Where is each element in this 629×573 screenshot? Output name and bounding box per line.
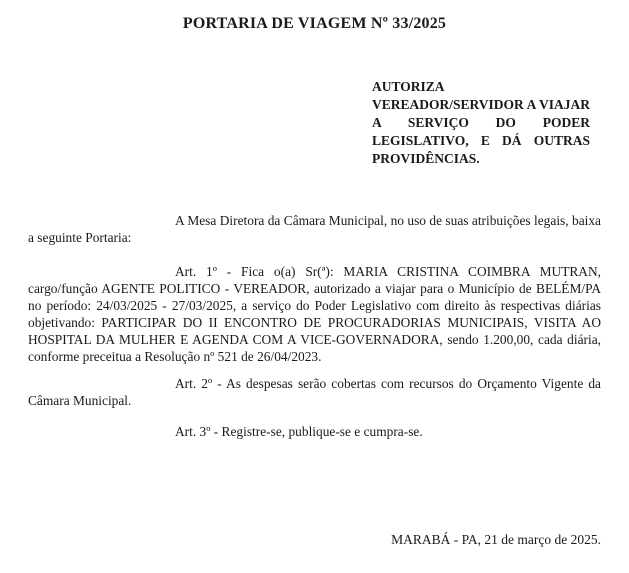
article-2-paragraph: Art. 2º - As despesas serão cobertas com recursos do Orçamento Vigente da Câmara Municipal. [28,376,601,408]
preamble-paragraph: A Mesa Diretora da Câmara Municipal, no uso de suas atribuições legais, baixa a seguinte Portaria: [28,213,601,245]
article-3-paragraph: Art. 3º - Registre-se, publique-se e cumpra-se. [175,424,423,439]
place-date-line: MARABÁ - PA, 21 de março de 2025. [391,532,601,547]
epigraph-summary: AUTORIZA VEREADOR/SERVIDOR A VIAJAR A SERVIÇO DO PODER LEGISLATIVO, E DÁ OUTRAS PROVIDÊNCIAS. [372,79,590,166]
article-1-paragraph: Art. 1º - Fica o(a) Sr(ª): MARIA CRISTINA COIMBRA MUTRAN, cargo/função AGENTE POLITICO - VEREADOR, autorizado a viajar para o Município de BELÉM/PA no período: 24/03/2025 - 27/03/2025, a serviço do Poder Legislativo com direito às respectivas diárias objetivando: PARTICIPAR DO II ENCONTRO DE PROCURADORIAS MUNICIPAIS, VISITA AO HOSPITAL DA MULHER E AGENDA COM A VICE-GOVERNADORA, sendo 1.200,00, cada diária, conforme preceitua a Resolução nº 521 de 26/04/2023. [28,264,601,364]
document-title: PORTARIA DE VIAGEM Nº 33/2025 [182,15,447,32]
